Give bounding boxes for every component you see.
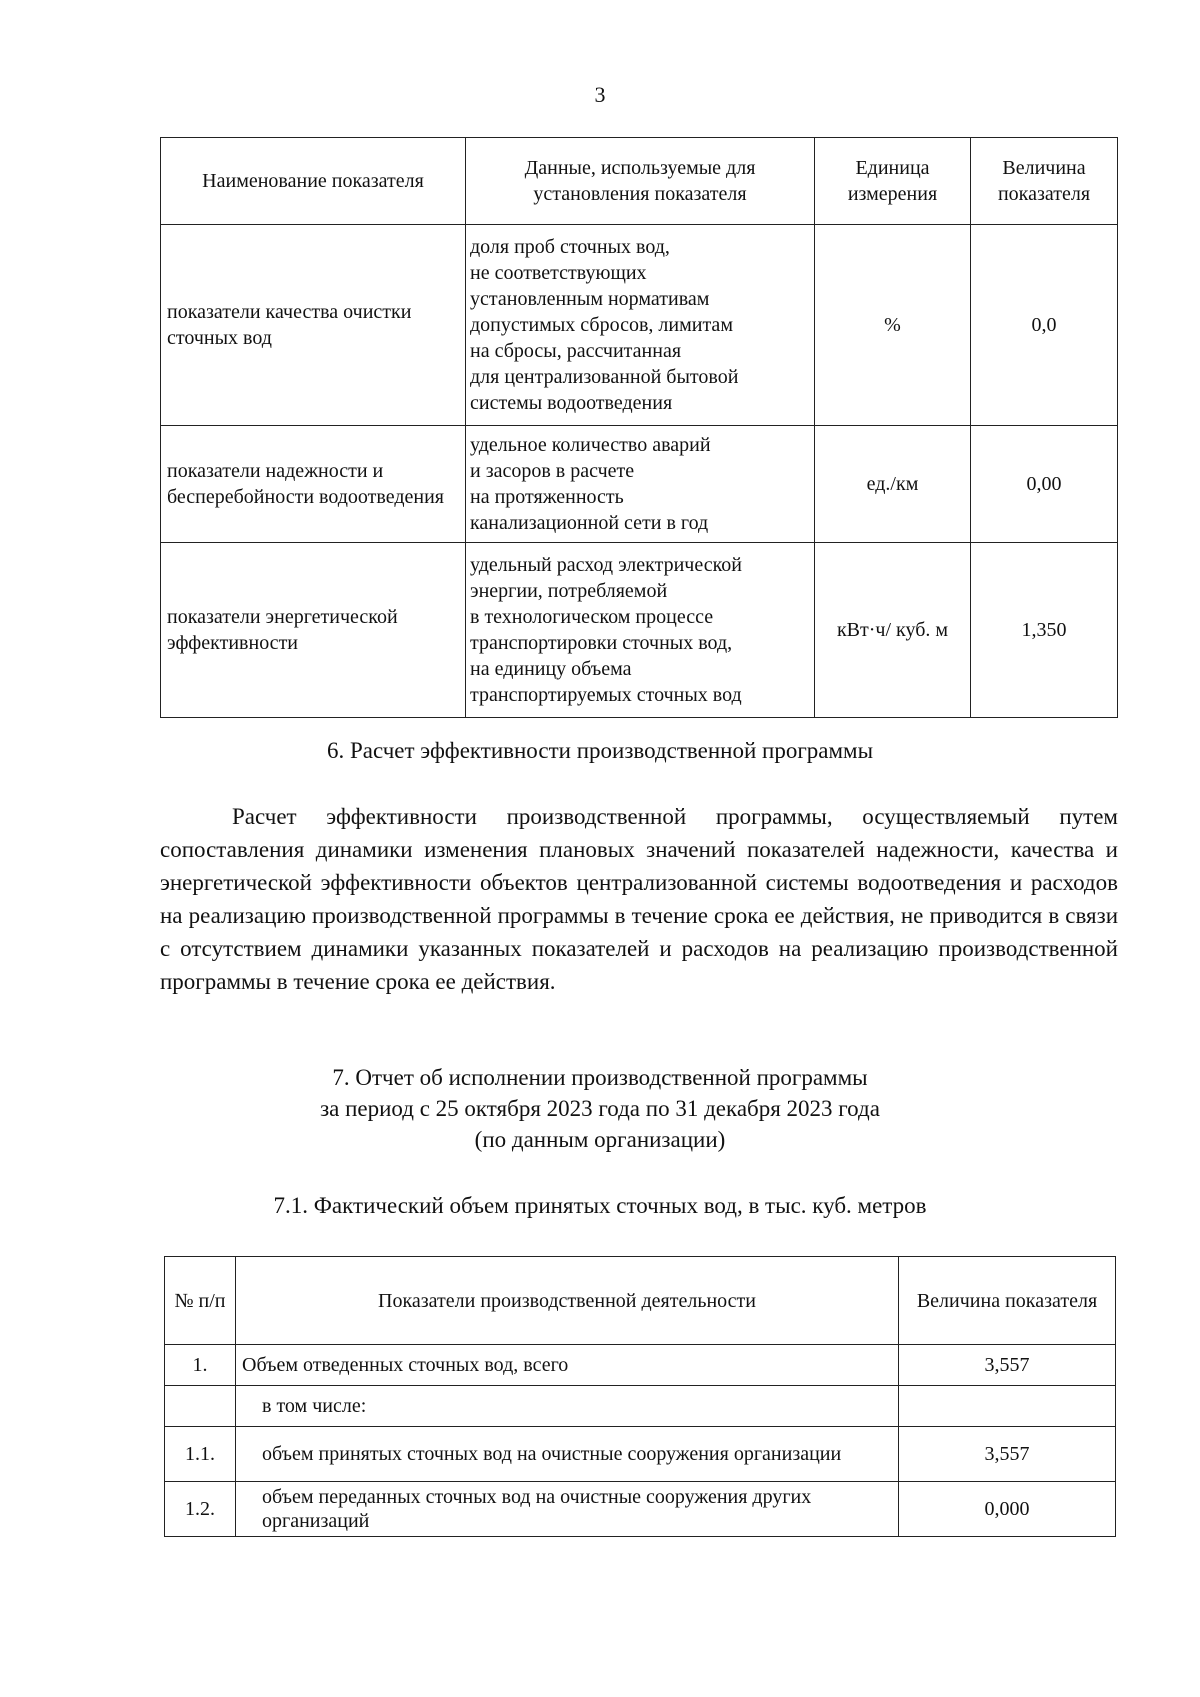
row-number: 1.1. [165,1427,236,1482]
table-row [161,225,1118,426]
data-line: удельный расход электрической [470,554,743,576]
data-line: удельное количество аварий [470,434,711,456]
row-label: Объем отведенных сточных вод, всего [236,1345,899,1386]
indicator-unit: % [815,225,971,426]
data-line: доля проб сточных вод, [470,236,670,258]
indicator-unit: кВт·ч/ куб. м [815,543,971,718]
indicator-data [466,543,815,718]
indicator-name: показатели энергетической эффективности [161,543,466,718]
section-7-title-line: 7. Отчет об исполнении производственной программы [332,1065,868,1090]
section-7-1-subtitle: 7.1. Фактический объем принятых сточных вод, в тыс. куб. метров [273,1193,927,1218]
header-data-used: Данные, используемые для установления показателя [466,138,815,225]
data-line: не соответствующих [470,262,647,284]
table-row [161,543,1118,718]
data-line: на протяженность [470,486,624,508]
header-unit: Единица измерения [815,138,971,225]
data-line: допустимых сбросов, лимитам [470,314,733,336]
indicator-value: 1,350 [971,543,1118,718]
data-line: транспортируемых сточных вод [470,684,742,706]
page-number: 3 [594,82,606,107]
data-line: транспортировки сточных вод, [470,632,733,654]
header-value: Величина показателя [899,1257,1116,1345]
indicator-value: 0,0 [971,225,1118,426]
row-value [899,1386,1116,1427]
header-indicator-name: Наименование показателя [161,138,466,225]
row-value: 0,000 [899,1482,1116,1537]
indicator-unit: ед./км [815,426,971,543]
section-7-title-line: за период с 25 октября 2023 года по 31 декабря 2023 года [320,1096,880,1121]
row-label: объем принятых сточных вод на очистные сооружения организации [236,1427,899,1482]
wastewater-volume-table [164,1256,1116,1537]
data-line: системы водоотведения [470,392,673,414]
section-7-title-line: (по данным организации) [474,1127,726,1152]
data-line: на единицу объема [470,658,632,680]
indicator-value: 0,00 [971,426,1118,543]
row-value: 3,557 [899,1427,1116,1482]
data-line: и засоров в расчете [470,460,635,482]
section-7-title [0,1062,1200,1155]
header-indicators: Показатели производственной деятельности [236,1257,899,1345]
row-number: 1.2. [165,1482,236,1537]
row-number: 1. [165,1345,236,1386]
table-row [165,1386,1116,1427]
data-line: в технологическом процессе [470,606,714,628]
indicator-name: показатели надежности и бесперебойности водоотведения [161,426,466,543]
table-header-row [161,138,1118,225]
indicator-data [466,225,815,426]
section-6-title: 6. Расчет эффективности производственной программы [326,738,874,763]
header-value: Величина показателя [971,138,1118,225]
table-row [165,1427,1116,1482]
row-value: 3,557 [899,1345,1116,1386]
data-line: энергии, потребляемой [470,580,668,602]
table-row [161,426,1118,543]
section-6-paragraph: Расчет эффективности производственной программы, осуществляемый путем сопоставления динамики изменения плановых значений показателей надежности, качества и энергетической эффективности объектов централизованной системы водоотведения и расходов на реализацию производственной программы в течение срока ее действия, не приводится в связи с отсутствием динамики указанных показателей и расходов на реализацию производственной программы в течение срока ее действия. [160,804,1118,994]
table-row [165,1345,1116,1386]
data-line: для централизованной бытовой [470,366,739,388]
data-line: на сбросы, рассчитанная [470,340,682,362]
row-number [165,1386,236,1427]
row-label: объем переданных сточных вод на очистные сооружения других организаций [236,1482,899,1537]
data-line: установленным нормативам [470,288,710,310]
indicators-table [160,137,1118,718]
table-header-row [165,1257,1116,1345]
table-row [165,1482,1116,1537]
indicator-name: показатели качества очистки сточных вод [161,225,466,426]
indicator-data [466,426,815,543]
row-label: в том числе: [236,1386,899,1427]
data-line: канализационной сети в год [470,512,709,534]
header-number: № п/п [165,1257,236,1345]
